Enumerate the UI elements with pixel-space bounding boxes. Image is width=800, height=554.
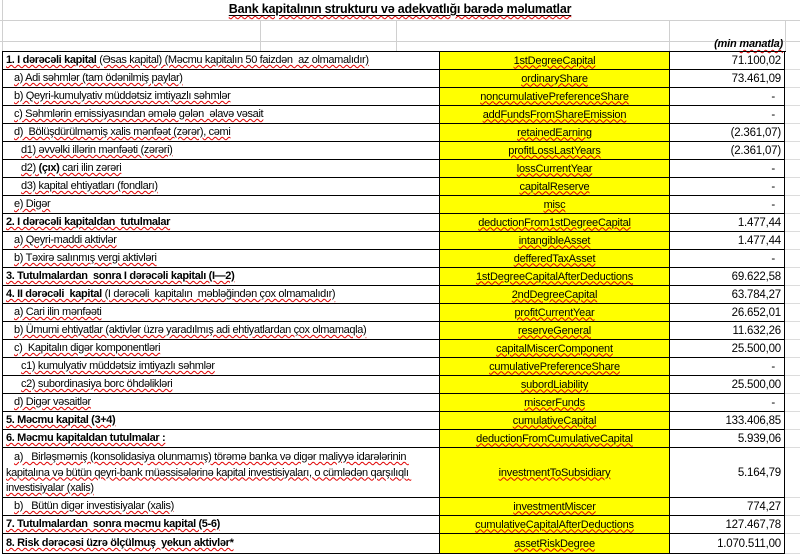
header-area [0, 0, 800, 52]
indicator-cell [2, 394, 440, 412]
indicator-cell [2, 106, 440, 124]
value-cell: 5.164,79 [670, 448, 785, 498]
code-cell [440, 70, 670, 88]
code-text: deductionFrom1stDegreeCapital [478, 216, 631, 229]
indicator-cell [2, 534, 440, 554]
indicator-text: a) Cari ilin mənfəəti [14, 306, 102, 318]
value-cell: - [670, 178, 785, 196]
gridline-horizontal [0, 20, 800, 21]
code-cell [440, 232, 670, 250]
grid-margin-cell [785, 516, 800, 534]
value-cell: 5.939,06 [670, 430, 785, 448]
title-underline [229, 2, 572, 16]
code-cell [440, 286, 670, 304]
code-text: subordLiability [520, 378, 589, 391]
code-text: cumulativeCapitalAfterDeductions [475, 518, 634, 531]
table-row [0, 70, 800, 88]
indicator-cell [2, 304, 440, 322]
grid-margin-cell [785, 52, 800, 70]
code-text: addFundsFromShareEmission [482, 108, 627, 121]
grid-margin-cell [785, 88, 800, 106]
code-cell [440, 106, 670, 124]
value-cell: - [670, 160, 785, 178]
value-cell: - [670, 358, 785, 376]
code-cell [440, 322, 670, 340]
code-text: investmentToSubsidiary [498, 466, 611, 479]
code-cell [440, 88, 670, 106]
table-row [0, 124, 800, 142]
code-text: 1stDegreeCapital [513, 54, 596, 67]
table-row [0, 376, 800, 394]
indicator-text-rest: cari ilin zərəri [59, 162, 122, 174]
code-cell [440, 430, 670, 448]
value-cell: 774,27 [670, 498, 785, 516]
grid-margin-cell [785, 376, 800, 394]
table-row [0, 430, 800, 448]
table-row [0, 142, 800, 160]
indicator-text-bold: 3. Tutulmalardan sonra I dərəcəli kapitalı (I—2) [6, 270, 235, 282]
code-cell [440, 340, 670, 358]
grid-margin-cell [785, 268, 800, 286]
value-cell: - [670, 196, 785, 214]
indicator-cell [2, 178, 440, 196]
code-text: noncumulativePreferenceShare [480, 90, 629, 103]
code-text: 2ndDegreeCapital [511, 288, 598, 301]
code-cell [440, 498, 670, 516]
table-row [0, 358, 800, 376]
value-cell: 63.784,27 [670, 286, 785, 304]
indicator-text: a) Adi səhmlər (tam ödənilmiş paylar) [14, 72, 183, 84]
indicator-text: a) Birləşməmiş (konsolidasiya olunmamış) törəmə banka və digər maliyyə idarələrinin kapitalına və bütün qeyri-bank müəssisələrinə kapital investisiyaları, o cümlədən qarşılıqlı investisiyalar (xalis) [6, 451, 412, 494]
indicator-cell [2, 322, 440, 340]
grid-margin-cell [785, 142, 800, 160]
grid-margin-cell [785, 124, 800, 142]
indicator-text-bold: 1. I dərəcəli kapital [6, 54, 97, 66]
indicator-text: b) Bütün digər investisiyalar (xalis) [14, 500, 174, 512]
table-row [0, 268, 800, 286]
value-cell: 25.500,00 [670, 340, 785, 358]
value-cell: 133.406,85 [670, 412, 785, 430]
value-cell: 127.467,78 [670, 516, 785, 534]
value-cell: 11.632,26 [670, 322, 785, 340]
code-cell [440, 214, 670, 232]
indicator-text: d) Digər vəsaitlər [14, 396, 91, 408]
code-cell [440, 268, 670, 286]
code-cell [440, 358, 670, 376]
indicator-text-bold: 7. Tutulmalardan sonra məcmu kapital (5-6) [6, 518, 220, 530]
code-text: deductionFromCumulativeCapital [476, 432, 633, 445]
indicator-cell [2, 196, 440, 214]
indicator-text-bold: 6. Məcmu kapitaldan tutulmalar : [6, 432, 166, 444]
grid-margin-cell [785, 412, 800, 430]
indicator-text: c1) kumulyativ müddətsiz imtiyazlı səhmlər [21, 360, 215, 372]
code-cell [440, 376, 670, 394]
table-row [0, 534, 800, 554]
indicator-cell [2, 88, 440, 106]
code-cell [440, 394, 670, 412]
indicator-text: d2) [21, 162, 39, 174]
unit-note-word: manatla) [739, 38, 783, 50]
code-text: ordinaryShare [521, 72, 588, 85]
table-row [0, 106, 800, 124]
grid-margin-cell [785, 394, 800, 412]
grid-margin-cell [785, 70, 800, 88]
indicator-text: a) Qeyri-maddi aktivlər [14, 234, 117, 246]
indicator-cell [2, 340, 440, 358]
code-cell [440, 52, 670, 70]
table-row [0, 304, 800, 322]
value-cell: 1.477,44 [670, 214, 785, 232]
indicator-text: b) Ümumi ehtiyatlar (aktivlər üzrə yaradılmış adi ehtiyatlardan çox olmamaqla) [14, 324, 367, 336]
value-cell: 69.622,58 [670, 268, 785, 286]
code-cell [440, 160, 670, 178]
unit-note [714, 38, 783, 50]
grid-margin-cell [785, 232, 800, 250]
value-cell: 1.070.511,00 [670, 534, 785, 554]
code-cell [440, 516, 670, 534]
capital-structure-table [0, 52, 800, 554]
table-row [0, 250, 800, 268]
table-row [0, 394, 800, 412]
code-cell [440, 534, 670, 554]
indicator-text: b) Təxirə salınmış vergi aktivləri [14, 252, 157, 264]
indicator-cell [2, 124, 440, 142]
indicator-cell [2, 358, 440, 376]
indicator-text: c2) subordinasiya borc öhdəlikləri [21, 378, 173, 390]
gridline-vertical [785, 20, 786, 52]
grid-margin-cell [785, 304, 800, 322]
title-text: Bank kapitalının strukturu və adekvatlığı barədə məlumatlar [228, 2, 572, 16]
unit-note-pre: (min [714, 38, 740, 50]
grid-margin-cell [785, 322, 800, 340]
code-text: misc [543, 198, 566, 211]
code-text: lossCurrentYear [516, 162, 593, 175]
grid-margin-cell [785, 286, 800, 304]
indicator-cell [2, 232, 440, 250]
indicator-cell [2, 516, 440, 534]
code-text: assetRiskDegree [514, 537, 595, 550]
indicator-cell [2, 286, 440, 304]
page-title [0, 2, 800, 16]
code-cell [440, 250, 670, 268]
grid-margin-cell [785, 250, 800, 268]
table-row [0, 232, 800, 250]
grid-margin-cell [785, 160, 800, 178]
gridline-vertical [260, 20, 261, 52]
table-row [0, 196, 800, 214]
code-cell [440, 448, 670, 498]
grid-margin-cell [785, 106, 800, 124]
code-text: capitalMiscerComponent [496, 342, 613, 355]
indicator-text-rest: (I dərəcəli kapitalın məbləğindən çox olmamalıdır) [101, 288, 336, 300]
grid-margin-cell [785, 196, 800, 214]
table-row [0, 516, 800, 534]
indicator-cell [2, 142, 440, 160]
gridline-vertical [669, 20, 670, 52]
code-cell [440, 142, 670, 160]
indicator-cell [2, 412, 440, 430]
indicator-text: d1) əvvəlki illərin mənfəəti (zərəri) [21, 144, 173, 156]
indicator-cell [2, 448, 440, 498]
table-row [0, 412, 800, 430]
code-cell [440, 412, 670, 430]
value-cell: 73.461,09 [670, 70, 785, 88]
indicator-text-bold: (çıx) [38, 162, 60, 174]
table-row [0, 448, 800, 498]
indicator-text: c) Səhmlərin emissiyasından əmələ gələn əlavə vəsait [14, 108, 264, 120]
indicator-text-bold: 4. II dərəcəli kapital [6, 288, 102, 300]
indicator-cell [2, 160, 440, 178]
indicator-text-bold: 2. I dərəcəli kapitaldan tutulmalar [6, 216, 171, 228]
indicator-text: e) Digər [14, 198, 51, 210]
table-row [0, 178, 800, 196]
value-cell: - [670, 88, 785, 106]
indicator-cell [2, 70, 440, 88]
indicator-text: b) Qeyri-kumulyativ müddətsiz imtiyazlı səhmlər [14, 90, 231, 102]
table-row [0, 214, 800, 232]
value-cell: - [670, 106, 785, 124]
code-text: 1stDegreeCapitalAfterDeductions [475, 270, 634, 283]
code-text: reserveGeneral [517, 324, 591, 337]
grid-margin-cell [785, 498, 800, 516]
value-cell: 71.100,02 [670, 52, 785, 70]
value-cell: 1.477,44 [670, 232, 785, 250]
indicator-text: c) Kapitalın digər komponentləri [14, 342, 161, 354]
code-text: intangibleAsset [518, 234, 591, 247]
gridline-horizontal [0, 41, 800, 42]
indicator-text-rest: (Əsas kapital) (Məcmu kapitalın 50 faizdən az olmamalıdır) [96, 54, 369, 66]
table-row [0, 286, 800, 304]
code-text: profitCurrentYear [514, 306, 595, 319]
code-text: retainedEarning [517, 126, 592, 139]
table-row [0, 340, 800, 358]
grid-margin-cell [785, 178, 800, 196]
indicator-cell [2, 430, 440, 448]
grid-margin-cell [785, 448, 800, 498]
value-cell: 25.500,00 [670, 376, 785, 394]
table-row [0, 52, 800, 70]
grid-margin-cell [785, 430, 800, 448]
code-cell [440, 196, 670, 214]
code-text: capitalReserve [519, 180, 590, 193]
code-text: cumulativeCapital [512, 414, 597, 427]
grid-margin-cell [785, 358, 800, 376]
code-text: defferedTaxAsset [513, 252, 596, 265]
grid-margin-cell [785, 340, 800, 358]
grid-margin-cell [785, 534, 800, 554]
value-cell: - [670, 394, 785, 412]
code-text: investmentMiscer [513, 500, 596, 513]
code-text: miscerFunds [524, 396, 585, 409]
value-cell: 26.652,01 [670, 304, 785, 322]
indicator-text-bold: 8. Risk dərəcəsi üzrə ölçülmuş yekun aktivlər* [6, 537, 234, 549]
grid-margin-cell [785, 214, 800, 232]
indicator-cell [2, 250, 440, 268]
code-cell [440, 124, 670, 142]
code-cell [440, 178, 670, 196]
table-row [0, 498, 800, 516]
value-cell: (2.361,07) [670, 142, 785, 160]
indicator-cell [2, 268, 440, 286]
indicator-cell [2, 498, 440, 516]
indicator-text-bold: 5. Məcmu kapital (3+4) [6, 414, 116, 426]
gridline-vertical [396, 20, 397, 52]
indicator-cell [2, 52, 440, 70]
indicator-cell [2, 214, 440, 232]
code-text: profitLossLastYears [508, 144, 601, 157]
table-row [0, 88, 800, 106]
code-text: cumulativePreferenceShare [489, 360, 620, 373]
indicator-cell [2, 376, 440, 394]
indicator-text: d) Bölüşdürülməmiş xalis mənfəət (zərər), cəmi [14, 126, 231, 138]
table-row [0, 160, 800, 178]
code-cell [440, 304, 670, 322]
value-cell: (2.361,07) [670, 124, 785, 142]
table-row [0, 322, 800, 340]
indicator-text: d3) kapital ehtiyatları (fondları) [21, 180, 158, 192]
value-cell: - [670, 250, 785, 268]
